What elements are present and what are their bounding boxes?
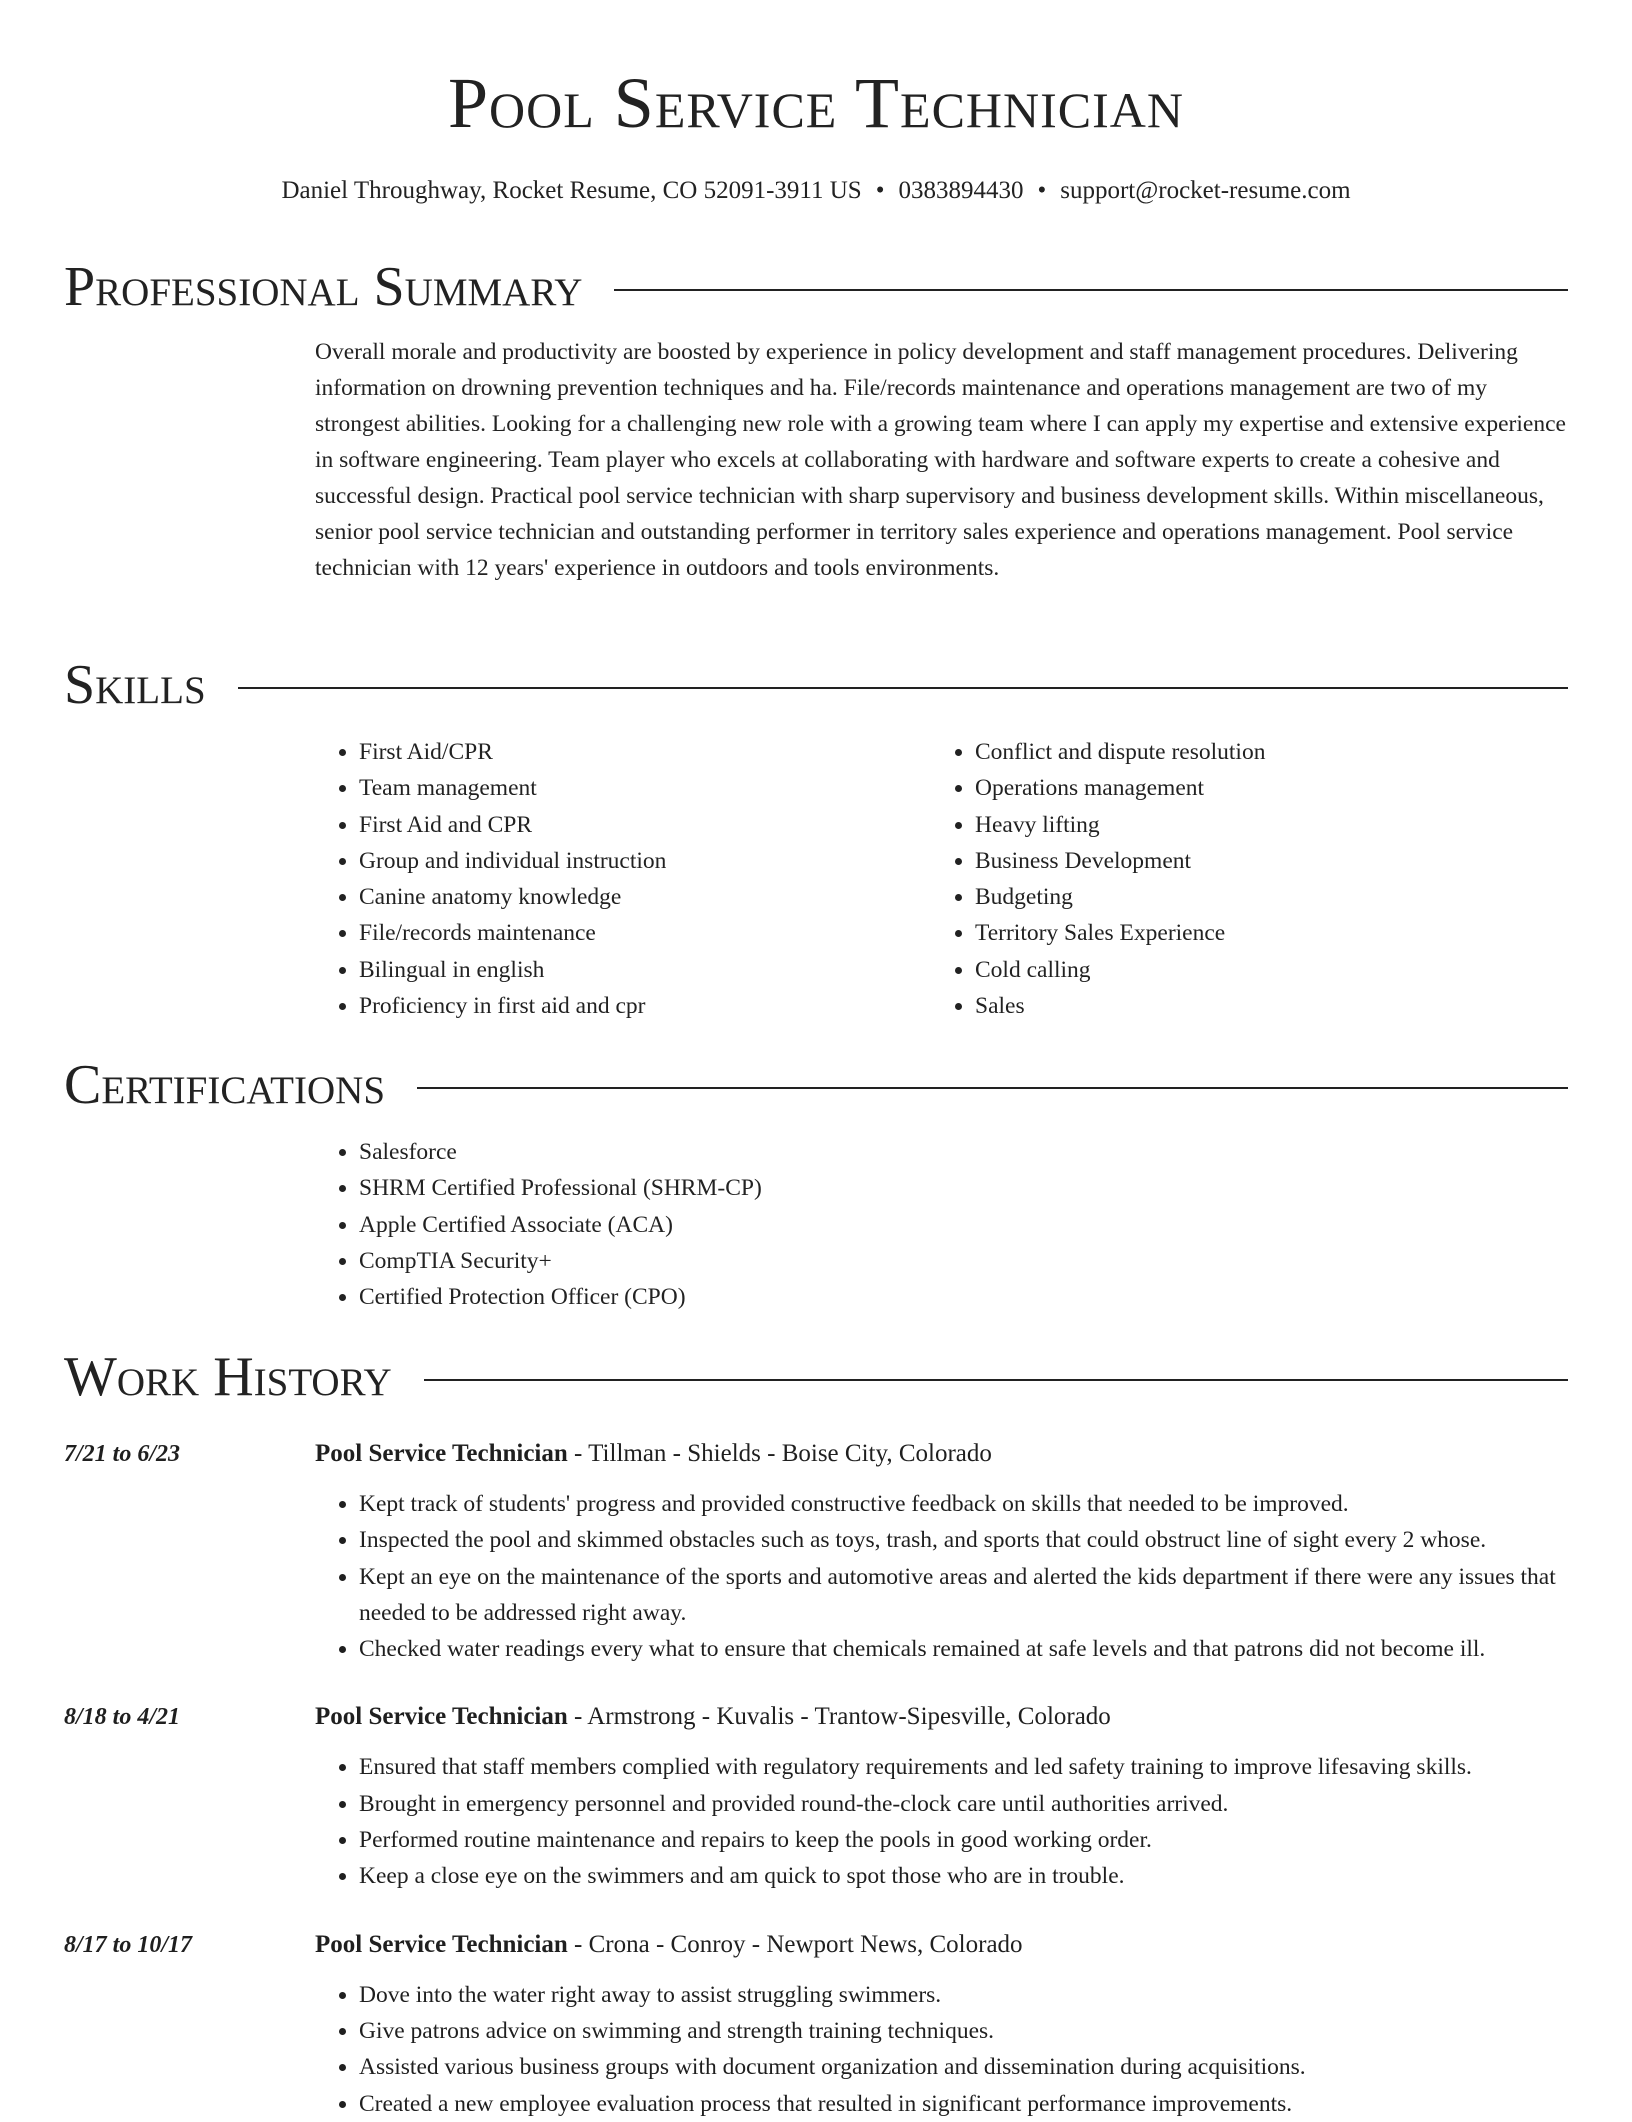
job-duty: • Keep a close eye on the swimmers and am quick to spot those who are in trouble.	[359, 1858, 1568, 1894]
skill-item: • Canine anatomy knowledge	[359, 879, 931, 915]
job-duty: • Inspected the pool and skimmed obstacles such as toys, trash, and sports that could obstruct line of sight every 2 whose.	[359, 1522, 1568, 1558]
certification-item: • CompTIA Security+	[359, 1243, 1568, 1279]
skill-item: • Business Development	[975, 843, 1547, 879]
skill-item: • File/records maintenance	[359, 915, 931, 951]
skills-section	[64, 650, 1568, 1024]
skill-item: • Bilingual in english	[359, 952, 931, 988]
skill-item: • Proficiency in first aid and cpr	[359, 988, 931, 1024]
skill-item: • Sales	[975, 988, 1547, 1024]
contact-phone: 0383894430	[898, 177, 1024, 204]
job-duty: • Assisted various business groups with document organization and dissemination during acquisitions.	[359, 2049, 1568, 2085]
skill-item: • Group and individual instruction	[359, 843, 931, 879]
section-heading-row	[64, 650, 1568, 720]
job-duty: • Performed routine maintenance and repairs to keep the pools in good working order.	[359, 1822, 1568, 1858]
job-duties	[315, 1472, 1568, 1667]
section-title-certifications: Certifications	[64, 1054, 386, 1116]
skill-item: • Heavy lifting	[975, 807, 1547, 843]
summary-text: Overall morale and productivity are boosted by experience in policy development and staff management procedures. Delivering information on drowning prevention techniques and ha. File/records maintenance and operations management are two of my strongest abilities. Looking for a challenging new role with a growing team where I can apply my expertise and extensive experience in software engineering. Team player who excels at collaborating with hardware and software experts to create a cohesive and successful design. Practical pool service technician with sharp supervisory and business development skills. Within miscellaneous, senior pool service technician and outstanding performer in territory sales experience and operations management. Pool service technician with 12 years' experience in outdoors and tools environments.	[315, 339, 1566, 581]
contact-line	[0, 174, 1632, 208]
job-duty: • Kept track of students' progress and provided constructive feedback on skills that needed to be improved.	[359, 1486, 1568, 1522]
job-duty: • Created a new employee evaluation process that resulted in significant performance improvements.	[359, 2086, 1568, 2122]
job-entry	[64, 1699, 1568, 1894]
job-duties	[315, 1963, 1568, 2122]
job-dates: 8/17 to 10/17	[64, 1931, 193, 1958]
job-heading	[315, 1436, 1568, 1472]
job-duty: • Checked water readings every what to ensure that chemicals remained at safe levels and that patrons did not become ill.	[359, 1631, 1568, 1667]
job-employer: - Crona - Conroy - Newport News, Colorado	[567, 1930, 1023, 1958]
section-divider	[424, 1379, 1568, 1381]
contact-separator: •	[1037, 177, 1047, 204]
job-entry	[64, 1436, 1568, 1667]
contact-email[interactable]: support@rocket-resume.com	[1060, 177, 1351, 204]
job-title: Pool Service Technician	[315, 1440, 568, 1467]
section-title-summary: Professional Summary	[64, 256, 583, 318]
job-title: Pool Service Technician	[315, 1703, 568, 1731]
resume-title: Pool Service Technician	[447, 63, 1185, 143]
summary-body	[315, 322, 1568, 586]
skills-list-right	[931, 734, 1547, 1024]
certifications-list	[315, 1134, 1568, 1315]
contact-separator: •	[875, 177, 885, 204]
job-heading	[315, 1699, 1568, 1735]
job-duty: • Dove into the water right away to assist struggling swimmers.	[359, 1977, 1568, 2013]
skill-item: • Team management	[359, 770, 931, 806]
section-title-work-history: Work History	[64, 1346, 392, 1408]
work-history-section	[64, 1342, 1568, 2122]
section-divider	[238, 687, 1568, 689]
job-duty: • Brought in emergency personnel and provided round-the-clock care until authorities arrived.	[359, 1786, 1568, 1822]
skill-item: • Territory Sales Experience	[975, 915, 1547, 951]
job-heading	[315, 1927, 1568, 1963]
section-heading-row	[64, 1342, 1568, 1412]
skill-item: • Conflict and dispute resolution	[975, 734, 1547, 770]
section-divider	[417, 1087, 1568, 1089]
job-employer: - Tillman - Shields - Boise City, Colorado	[567, 1440, 992, 1467]
job-dates: 7/21 to 6/23	[64, 1441, 181, 1467]
job-duties	[315, 1735, 1568, 1894]
skills-columns	[315, 720, 1568, 1024]
skills-list-left	[315, 734, 931, 1024]
certification-item: • Certified Protection Officer (CPO)	[359, 1279, 1568, 1315]
section-heading-row	[64, 252, 1568, 322]
skill-item: • First Aid/CPR	[359, 734, 931, 770]
skill-item: • First Aid and CPR	[359, 807, 931, 843]
certifications-section	[64, 1050, 1568, 1315]
job-employer: - Armstrong - Kuvalis - Trantow-Sipesville, Colorado	[567, 1703, 1111, 1731]
certification-item: • Salesforce	[359, 1134, 1568, 1170]
section-title-skills: Skills	[64, 654, 206, 716]
certification-item: • Apple Certified Associate (ACA)	[359, 1207, 1568, 1243]
skill-item: • Budgeting	[975, 879, 1547, 915]
summary-section	[64, 252, 1568, 586]
job-duty: • Ensured that staff members complied with regulatory requirements and led safety training to improve lifesaving skills.	[359, 1749, 1568, 1785]
skill-item: • Cold calling	[975, 952, 1547, 988]
section-heading-row	[64, 1050, 1568, 1120]
certification-item: • SHRM Certified Professional (SHRM-CP)	[359, 1170, 1568, 1206]
job-duty: • Give patrons advice on swimming and strength training techniques.	[359, 2013, 1568, 2049]
contact-address: Daniel Throughway, Rocket Resume, CO 52091-3911 US	[281, 177, 862, 204]
skill-item: • Operations management	[975, 770, 1547, 806]
certifications-body	[315, 1120, 1568, 1315]
job-entry	[64, 1927, 1568, 2122]
job-title: Pool Service Technician	[315, 1930, 568, 1958]
section-divider	[614, 289, 1568, 291]
job-dates: 8/18 to 4/21	[64, 1704, 181, 1731]
job-duty: • Kept an eye on the maintenance of the sports and automotive areas and alerted the kids department if there were any issues that needed to be addressed right away.	[359, 1559, 1568, 1632]
